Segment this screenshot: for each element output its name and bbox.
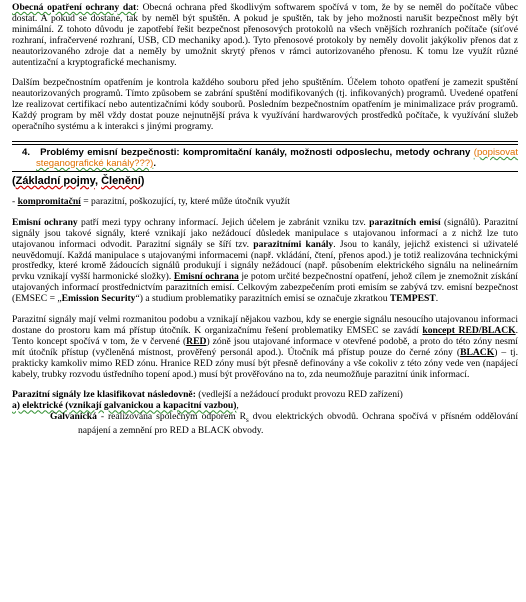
paragraph-emission-protection: Emisní ochrany patří mezi typy ochrany informací. Jejich účelem je zabránit vzniku tzv. parazitních emisí (signálů). Parazitní signály jsou takové signály, které vznikají jako nežádoucí důsledek manipulace s utajovanou informací a z nichž lze tuto utajovanou informaci odvodit. Parazitní signály se šíří tzv. parazitními kanály. Jsou to kanály, jejichž existenci si uživatelé neuvědomují. Každá manipulace s utajovanými informacemi (např. vkládání, čtení, přenos apod.) je totiž realizována technickými prostředky, které kromě žádoucích signálů produkují i signály nežádoucí (např. působením elektrického signálu na nelineárním prvku vznikají vyšší harmonické složky). Emisní ochrana je potom určité bezpečnostní opatření, jehož cílem je znemožnit získání utajovaných informací prostřednictvím parazitních emisí. Celkovým zabezpečením proti emisím se zabývá tzv. emisní bezpečnost (EMSEC = „Emission Security“) a studium problematiky parazitních emisí se označuje zkratkou TEMPEST. bbox=[12, 216, 518, 305]
document-page bbox=[12, 3, 518, 437]
paragraph-electrical: a) elektrické (vznikají galvanickou a kapacitní vazbou), bbox=[12, 400, 239, 412]
title-basic-terms: Základní pojmy bbox=[15, 174, 95, 187]
term-general-protection: Obecná opatření ochrany dat bbox=[12, 2, 137, 13]
paragraph-red-black: Parazitní signály mají velmi rozmanitou podobu a vznikají nějakou vazbou, kdy se energie signálu nesoucího utajovanou informaci dostane do prostoru kam má přístup útočník. K organizačnímu řešení problematiky EMSEC se zavádí koncept RED/BLACK. Tento koncept spočívá v tom, že v červené (RED) zóně jsou utajované informace v otevřené podobě, a proto do této zóny nesmí mít útočník přístup (vyčleněná místnost, prověřený personál apod.). Útočník má přístup pouze do černé zóny (BLACK) – tj. prakticky kamkoliv mimo RED zónu. Hranice RED zóny musí být přesně definovány a vše cokoliv z této zóny vede ven (napájecí kabely, trubky rozvodu ústředního topení apod.) musí být prověřováno na to, zda neumožňuje parazitní únik informací. bbox=[12, 314, 518, 380]
section-title: (Základní pojmy, Členění) bbox=[12, 174, 145, 187]
paragraph-galvanic: Galvanická - realizována společným odporem $R_s$ dvou elektrických obvodů. Ochrana spočívá v přísném oddělování napájení a zemnění pro RED a BLACK obvody. bbox=[50, 411, 518, 437]
heading-emission-security: 4. Problémy emisní bezpečnosti: kompromitační kanály, možnosti odposlechu, metody ochrany (popisovat steganografické kanály???). bbox=[22, 146, 519, 169]
term-compromising: kompromitační bbox=[17, 195, 81, 207]
paragraph-general-protection: Obecná opatření ochrany dat: Obecná ochrana před škodlivým softwarem spočívá v tom, že by se neměl do počítače vůbec dostat. A pokud se dostane, tak by neměl být spuštěn. A pokud je spuštěn, tak by jeho možnosti narušit bezpečnost měly být minimální. Z tohoto důvodu je zapotřebí řešit bezpečnost přenosových protokolů na všech vnějších rozhraních počítače (síťové rozhraní, infračervené rozhraní, USB, CD mechaniky apod.). Tyto přenosové protokoly by neměly dovolit jakýkoliv přenos dat z neautorizovaného zdroje dat a neměly by umožnit skrytý přenos v rámci autorizovaného přenosu. K tomu lze využít různé autentizační a kryptografické mechanismy. bbox=[12, 2, 518, 68]
section-divider-bottom bbox=[12, 171, 518, 172]
paragraph-classification: Parazitní signály lze klasifikovat následovně: (vedlejší a nežádoucí produkt provozu RED zařízení) bbox=[12, 389, 403, 401]
section-divider-top bbox=[12, 141, 518, 145]
paragraph-file-control: Dalším bezpečnostním opatřením je kontrola každého souboru před jeho spuštěním. Účelem tohoto opatření je zamezit spuštění neautorizovaných programů. Tímto způsobem se zabrání spuštění modifikovaných (tj. infikovaných) programů. Uvedené opatření lze realizovat certifikací nebo autentizačními kódy souborů. Posledním bezpečnostním opatřením je minimalizace práv programů. Každý program by měl vždy dostat pouze nejnutnější práva k využívání hardwarových prostředků počítače, k využívání služeb operačního systému a k interakci s jinými programy. bbox=[12, 77, 518, 133]
definition-compromising: - kompromitační = parazitní, poškozující, ty, které může útočník využít bbox=[12, 195, 290, 207]
heading-note: (popisovat steganografické kanály???) bbox=[36, 146, 519, 169]
title-classification: Členění bbox=[101, 174, 141, 187]
